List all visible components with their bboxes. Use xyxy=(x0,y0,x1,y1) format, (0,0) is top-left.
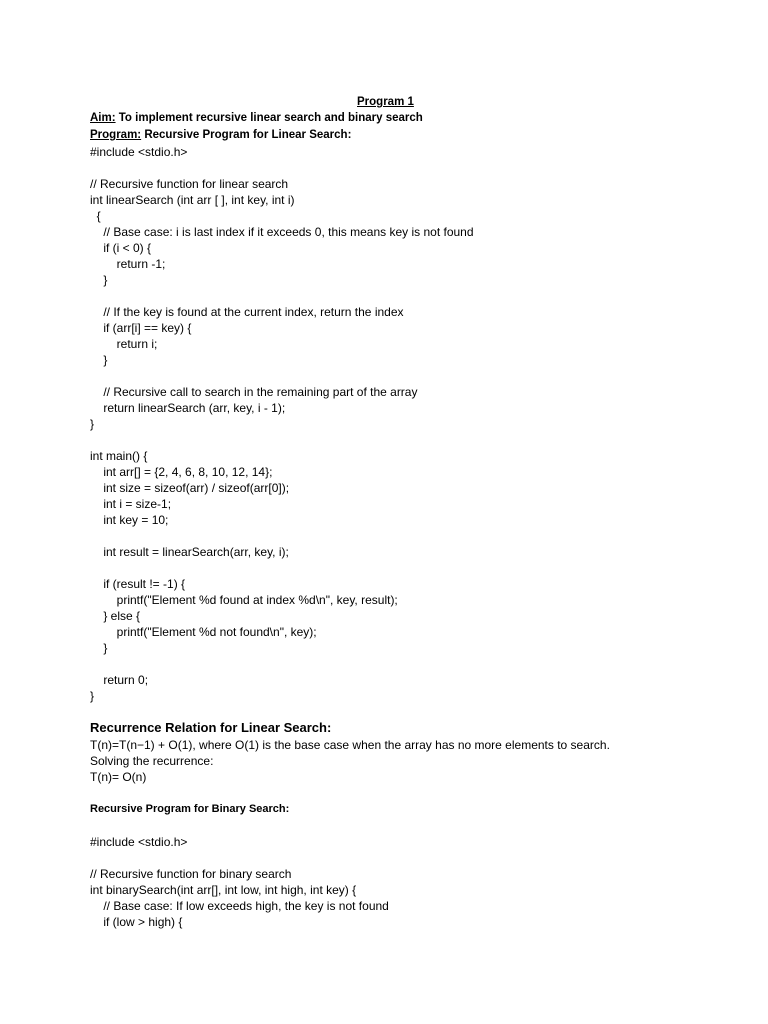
recurrence-text: T(n)=T(n−1) + O(1), where O(1) is the base case when the array has no more elements to search. Solving the recurrence: T(n)= O(n) xyxy=(90,738,610,784)
linear-search-code: #include <stdio.h> // Recursive function for linear search int linearSearch (int arr [ ], int key, int i) { // Base case: i is last index if it exceeds 0, this means key is not found if (i < 0) { return -1; } // If the key is found at the current index, return the index if (arr[i] == key) { return i; } // Recursive call to search in the remaining part of the array return linearSearch (arr, key, i - 1); } int main() { int arr[] = {2, 4, 6, 8, 10, 12, 14}; int size = sizeof(arr) / sizeof(arr[0]); int i = size-1; int key = 10; int result = linearSearch(arr, key, i); if (result != -1) { printf("Element %d found at index %d\n", key, result); } else { printf("Element %d not found\n", key); } return 0; } xyxy=(90,145,474,703)
recurrence-heading: Recurrence Relation for Linear Search: xyxy=(90,720,332,735)
aim-line xyxy=(90,110,423,126)
program-label: Program: xyxy=(90,129,142,141)
aim-label: Aim: xyxy=(90,112,116,124)
binary-search-heading: Recursive Program for Binary Search: xyxy=(90,803,290,815)
page-title: Program 1 xyxy=(357,96,414,108)
program-line xyxy=(90,127,351,143)
program-text: Recursive Program for Linear Search: xyxy=(141,129,352,141)
aim-text: To implement recursive linear search and binary search xyxy=(115,112,423,124)
binary-search-code: #include <stdio.h> // Recursive function for binary search int binarySearch(int arr[], int low, int high, int key) { // Base case: If low exceeds high, the key is not found if (low > high) { xyxy=(90,835,389,929)
